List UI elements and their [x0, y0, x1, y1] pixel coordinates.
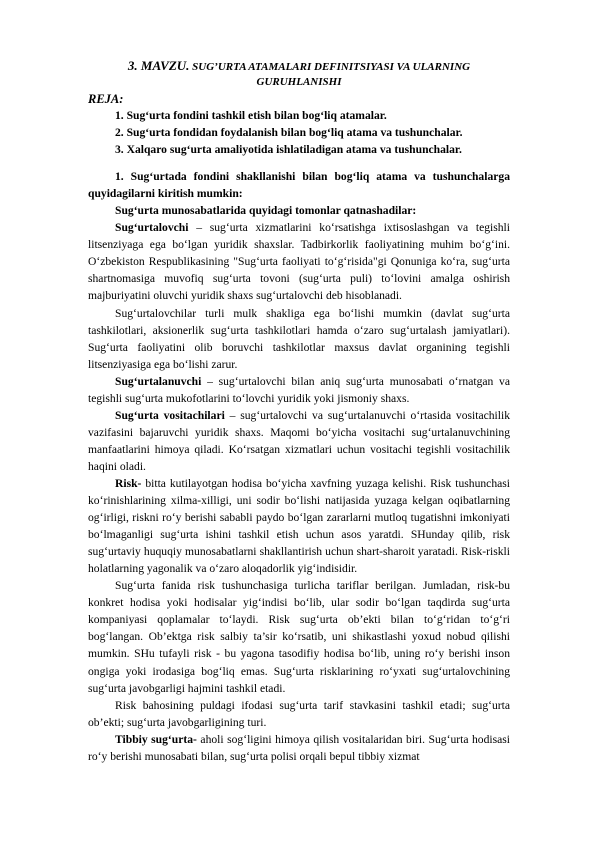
- title-text: SUG’URTA ATAMALARI DEFINITSIYASI VA ULARNING GURUHLANISHI: [192, 61, 471, 88]
- term-text: – sug‘urta xizmatlarini ko‘rsatishga ixtisoslashgan va tegishli litsenziyaga ega bo‘lgan yuridik shaxslar. Tadbirkorlik faoliyatining muhim bo‘g‘ini. O‘zbekiston Respublikasining "Sug‘urta faoliyati to‘g‘risida"gi Qonuniga ko‘ra, sug‘urta shartnomasiga muvofiq sug‘urta tovoni (sug‘urta puli) to‘lovini amalga oshirish majburiyatini oluvchi yuridik shaxs sug‘urtalovchi deb hisoblanadi.: [88, 221, 510, 303]
- term-text: aholi sog‘ligini himoya qilish vositalaridan biri. Sug‘urta hodisasi ro‘y berishi munosabati bilan, sug‘urta polisi orqali bepul tibbiy xizmat: [88, 732, 510, 763]
- term-label: Sug‘urtalanuvchi: [115, 374, 202, 388]
- term-text: – sug‘urtalovchi bilan aniq sug‘urta munosabati o‘rnatgan va tegishli sug‘urta mukofotlarini to‘lovchi yuridik yoki jismoniy shaxs.: [88, 374, 510, 405]
- term-label: Risk-: [115, 476, 142, 490]
- paragraph-insured: [88, 373, 510, 407]
- paragraph-insurer: [88, 219, 510, 304]
- plan-item: 2. Sug‘urta fondidan foydalanish bilan bog‘liq atama va tushunchalar.: [115, 126, 463, 140]
- paragraph-text: Sug‘urtalovchilar turli mulk shakliga ega bo‘lishi mumkin (davlat sug‘urta tashkilotlari, aksionerlik sug‘urta tashkilotlari hamda o‘zaro sug‘urtalash jamiyatlari). Sug‘urta faoliyatini olib boruvchi tashkilotlar maxsus davlat organining tegishli litsenziyasiga ega bo‘lishi zarur.: [88, 306, 510, 371]
- plan-label: REJA:: [88, 92, 124, 106]
- term-text: bitta kutilayotgan hodisa bo‘yicha xavfning yuzaga kelishi. Risk tushunchasi ko‘rinishlarining xilma-xilligi, uni sodir bo‘lishi natijasida yuzaga kelgan oqibatlarning og‘irligi, riskni ro‘y berishi sababli paydo bo‘lgan zararlarni mutloq tugatishni imkoniyati bo‘lmaganligi sug‘urta ishini tashkil etish uchun asos yaratdi. SHunday qilib, risk sug‘urtaviy huquqiy munosabatlarni shakllantirish uchun shart-sharoit yaratadi. Risk-riskli holatlarning yagonalik va o‘zaro aloqadorlik yig‘indisidir.: [88, 476, 510, 576]
- paragraph-medical-insurance: [88, 731, 510, 765]
- document-page: [88, 58, 510, 765]
- section-heading: 1. Sug‘urtada fondini shakllanishi bilan bog‘liq atama va tushunchalarga quyidagilarni kiritish mumkin:: [88, 170, 510, 201]
- plan-item: 3. Xalqaro sug‘urta amaliyotida ishlatiladigan atama va tushunchalar.: [115, 143, 462, 157]
- lecture-title: [88, 58, 510, 90]
- paragraph-risk-definitions: [88, 577, 510, 696]
- term-label: Tibbiy sug‘urta-: [115, 732, 197, 746]
- paragraph-risk-value: [88, 697, 510, 731]
- paragraph-intermediaries: [88, 407, 510, 475]
- paragraph-text: Sug‘urta fanida risk tushunchasiga turlicha tariflar berilgan. Jumladan, risk-bu konkret hodisa yoki hodisalar yig‘indisi bo‘lib, ular sodir bo‘lgan taqdirda sug‘urta kompaniyasi qoplamalar to‘laydi. Risk sug‘urta ob’ekti bilan to‘g‘ridan to‘g‘ri bog‘langan. Ob’ektga risk salbiy ta’sir ko‘rsatib, uni shikastlashi yoxud nobud qilishi mumkin. SHu tufayli risk - bu yagona tasodifiy hodisa bo‘lib, uning ro‘y berishi inson ongiga yoki irodasiga bog‘liq emas. Sug‘urta risklarining ro‘yxati sug‘urtalovchining sug‘urta javobgarligi hajmini tashkil etadi.: [88, 579, 510, 695]
- term-label: Sug‘urtalovchi: [115, 221, 189, 235]
- paragraph-text: Risk bahosining puldagi ifodasi sug‘urta tarif stavkasini tashkil etadi; sug‘urta ob’ekti; sug‘urta javobgarligining turi.: [88, 698, 510, 729]
- term-text: – sug‘urtalovchi va sug‘urtalanuvchi o‘rtasida vositachilik vazifasini bajaruvchi yuridik shaxs. Maqomi bo‘yicha vositachi sug‘urtalanuvchining manfaatlarini himoya qiladi. Ko‘rsatgan xizmatlari uchun vositachi tegishli vositachilik haqini oladi.: [88, 408, 511, 473]
- term-label: Sug‘urta vositachilari: [115, 408, 225, 422]
- paragraph-risk: [88, 475, 510, 577]
- paragraph-insurer-forms: [88, 305, 510, 373]
- subheading: Sug‘urta munosabatlarida quyidagi tomonlar qatnashadilar:: [115, 204, 417, 218]
- plan-item: 1. Sug‘urta fondini tashkil etish bilan bog‘liq atamalar.: [115, 109, 387, 122]
- title-topic-number: 3. MAVZU.: [127, 58, 190, 73]
- spacer: [88, 158, 510, 168]
